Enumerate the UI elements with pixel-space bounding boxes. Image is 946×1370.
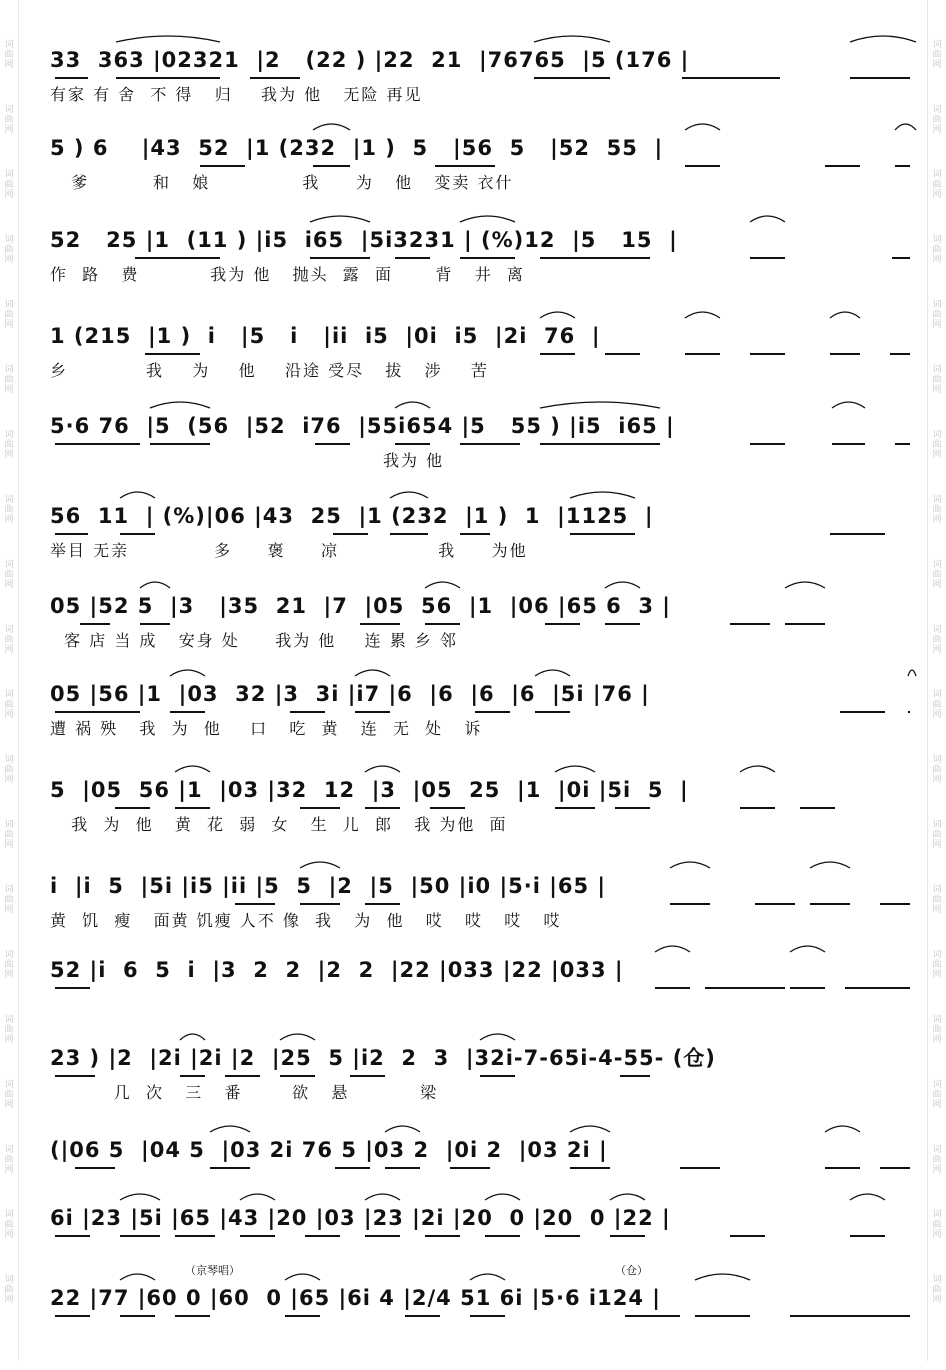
lyrics-line: 有家 有 舍 不 得 归 我为 他 无险 再见 (50, 85, 423, 104)
notation-line: 05 |56 |1 |03 32 |3 3i |i7 |6 |6 |6 |6 |5i |76 | (50, 682, 650, 706)
slur (685, 124, 720, 130)
beam-underline (335, 1167, 370, 1169)
beam-underline (235, 903, 275, 905)
beam-underline (460, 533, 490, 535)
beam-underline (655, 987, 690, 989)
beam-underline (750, 257, 785, 259)
beam-underline (880, 903, 910, 905)
beam-underline (405, 1315, 440, 1317)
beam-underline (75, 1167, 115, 1169)
lyrics-line (50, 1240, 920, 1266)
slur-marks (50, 306, 920, 320)
beam-underline (615, 807, 650, 809)
slur (210, 1126, 250, 1132)
slur-marks (50, 1188, 920, 1202)
beam-underline (850, 77, 910, 79)
beam-underline (545, 1235, 580, 1237)
beam-underline (540, 257, 650, 259)
slur (832, 402, 865, 408)
slur (395, 402, 430, 408)
watermark-mark: 词曲网 (932, 1015, 942, 1045)
beam-underline (120, 1235, 160, 1237)
watermark-mark: 词曲网 (932, 1145, 942, 1175)
watermark-mark: 词曲网 (4, 1275, 14, 1305)
beam-underlines (50, 903, 910, 905)
watermark-mark: 词曲网 (932, 40, 942, 70)
beam-underline (625, 1315, 680, 1317)
watermark-mark: 词曲网 (932, 235, 942, 265)
slur (140, 582, 170, 588)
beam-underline (825, 1167, 860, 1169)
slur (280, 1034, 315, 1040)
beam-underline (145, 353, 200, 355)
beam-underline (280, 1075, 315, 1077)
beam-underlines (50, 533, 910, 535)
beam-underline (750, 353, 785, 355)
beam-underline (310, 257, 370, 259)
slur (535, 670, 570, 676)
beam-underline (825, 165, 860, 167)
beam-underline (395, 257, 430, 259)
beam-underline (895, 165, 910, 167)
slur (850, 1194, 885, 1200)
slur (120, 492, 155, 498)
beam-underline (360, 623, 400, 625)
beam-underlines (50, 1235, 910, 1237)
slur (300, 862, 340, 868)
slur (310, 216, 370, 222)
watermark-mark: 词曲网 (932, 885, 942, 915)
score-system (50, 222, 920, 312)
watermark-mark: 词曲网 (932, 430, 942, 460)
beam-underline (475, 711, 510, 713)
slur (605, 582, 640, 588)
lyrics-line (50, 1320, 920, 1346)
beam-underline (740, 807, 775, 809)
beam-underline (365, 903, 400, 905)
slur (670, 862, 710, 868)
score-system (50, 498, 920, 588)
watermark-mark: 词曲网 (932, 560, 942, 590)
beam-underline (682, 77, 780, 79)
watermark-mark: 词曲网 (4, 495, 14, 525)
watermark-mark: 词曲网 (932, 1210, 942, 1240)
notation-line: 56 11 | (%)|06 |43 25 |1 (232 |1 ) 1 |1125 | (50, 504, 654, 528)
notation-line: 23 ) |2 |2i |2i |2 |25 5 |i2 2 3 |32i-7-65i-4-55- (仓) (50, 1046, 716, 1070)
beam-underline (425, 1235, 460, 1237)
slur (116, 36, 220, 42)
lyrics-line: 我 为 他 黄 花 弱 女 生 儿 郎 我 为他 面 (50, 815, 508, 834)
slur-marks (50, 118, 920, 132)
slur (180, 1034, 205, 1040)
beam-underline (305, 1235, 340, 1237)
slur (895, 124, 916, 130)
watermark-mark: 词曲网 (4, 365, 14, 395)
lyrics-line: 客 店 当 成 安身 处 我为 他 连 累 乡 邻 (50, 631, 458, 650)
notation-line: 6i |23 |5i |65 |43 |20 |03 |23 |2i |20 0 |20 0 |22 | (50, 1206, 671, 1230)
beam-underline (170, 711, 205, 713)
beam-underline (365, 807, 400, 809)
beam-underline (540, 353, 575, 355)
beam-underline (365, 1235, 400, 1237)
watermark-mark: 词曲网 (4, 105, 14, 135)
beam-underline (610, 1235, 645, 1237)
slur-marks (50, 1120, 920, 1134)
slur (570, 1126, 610, 1132)
beam-underlines (50, 443, 910, 445)
slur (850, 36, 916, 42)
beam-underline (685, 353, 720, 355)
lyrics-line: 爹 和 娘 我 为 他 变卖 衣什 (50, 173, 514, 192)
beam-underline (730, 623, 770, 625)
slur-marks (50, 396, 920, 410)
notation-line: 1 (215 |1 ) i |5 i |ii i5 |0i i5 |2i 76 | (50, 324, 601, 348)
slur (810, 862, 850, 868)
beam-underline (390, 533, 428, 535)
watermark-mark: 词曲网 (932, 625, 942, 655)
beam-underline (460, 443, 520, 445)
slur (555, 766, 595, 772)
slur (740, 766, 775, 772)
notation-line: i |i 5 |5i |i5 |ii |5 5 |2 |5 |50 |i0 |5·i |65 | (50, 874, 607, 898)
watermark-mark: 词曲网 (4, 625, 14, 655)
slur (150, 402, 210, 408)
notation-line: 05 |52 5 |3 |35 21 |7 |05 56 |1 |06 |65 6 3 | (50, 594, 671, 618)
lyrics-line (50, 992, 920, 1018)
beam-underlines (50, 1075, 910, 1077)
jinghu-annotation: （京琴唱） (185, 1264, 240, 1277)
beam-underline (605, 623, 640, 625)
beam-underlines (50, 353, 910, 355)
beam-underline (385, 1167, 420, 1169)
notation-line: 5 |05 56 |1 |03 |32 12 |3 |05 25 |1 |0i |5i 5 | (50, 778, 689, 802)
slur (570, 492, 635, 498)
beam-underline (55, 443, 140, 445)
beam-underline (140, 623, 170, 625)
beam-underline (790, 987, 825, 989)
beam-underline (175, 1235, 215, 1237)
watermark-mark: 词曲网 (932, 950, 942, 980)
notation-line: 5 ) 6 |43 52 |1 (232 |1 ) 5 |56 5 |52 55 | (50, 136, 664, 160)
beam-underline (300, 807, 340, 809)
beam-underline (285, 1315, 320, 1317)
slur (540, 402, 660, 408)
beam-underline (250, 77, 300, 79)
lyrics-line: 乡 我 为 他 沿途 受尽 拔 涉 苦 (50, 361, 489, 380)
watermark-mark: 词曲网 (4, 690, 14, 720)
notation-line: (|06 5 |04 5 |03 2i 76 5 |03 2 |0i 2 |03 2i | (50, 1138, 608, 1162)
beam-underline (135, 257, 220, 259)
slur (285, 1274, 320, 1280)
beam-underlines (50, 623, 910, 625)
beam-underline (290, 711, 325, 713)
lyrics-line: 举目 无亲 多 褒 凉 我 为他 (50, 541, 528, 560)
beam-underline (80, 623, 110, 625)
beam-underline (180, 1075, 205, 1077)
slur (480, 1034, 515, 1040)
watermark-mark: 词曲网 (4, 885, 14, 915)
beam-underline (480, 1075, 515, 1077)
slur (355, 670, 390, 676)
slur (785, 582, 825, 588)
watermark-mark: 词曲网 (932, 495, 942, 525)
beam-underline (840, 711, 885, 713)
beam-underline (790, 1315, 910, 1317)
slur (534, 36, 610, 42)
beam-underline (785, 623, 825, 625)
watermark-mark: 词曲网 (932, 1275, 942, 1305)
beam-underline (315, 443, 350, 445)
beam-underline (892, 257, 910, 259)
beam-underline (116, 77, 220, 79)
beam-underline (695, 1315, 750, 1317)
watermark-mark: 词曲网 (932, 820, 942, 850)
watermark-mark: 词曲网 (4, 170, 14, 200)
notation-line: 5·6 76 |5 (56 |52 i76 |55i654 |5 55 ) |i5 i65 | (50, 414, 675, 438)
slur (685, 312, 720, 318)
beam-underline (685, 165, 720, 167)
watermark-mark: 词曲网 (932, 755, 942, 785)
lyrics-line: 我为 他 (50, 451, 445, 470)
beam-underline (730, 1235, 765, 1237)
watermark-mark: 词曲网 (4, 430, 14, 460)
beam-underline (55, 533, 88, 535)
slur-marks (50, 486, 920, 500)
watermark-mark: 词曲网 (4, 560, 14, 590)
beam-underline (120, 533, 155, 535)
beam-underline (670, 903, 710, 905)
beam-underline (175, 1315, 210, 1317)
slur (610, 1194, 645, 1200)
watermark-mark: 词曲网 (932, 690, 942, 720)
beam-underline (395, 443, 430, 445)
beam-underline (620, 1075, 650, 1077)
beam-underline (115, 807, 150, 809)
lyrics-line: 作 路 费 我为 他 抛头 露 面 背 井 离 (50, 265, 525, 284)
slur (313, 124, 350, 130)
watermark-mark: 词曲网 (4, 235, 14, 265)
beam-underline (570, 533, 635, 535)
beam-underline (485, 1235, 520, 1237)
beam-underline (313, 165, 350, 167)
slur (695, 1274, 750, 1280)
beam-underlines (50, 987, 910, 989)
beam-underline (55, 987, 90, 989)
beam-underline (435, 165, 495, 167)
beam-underline (830, 353, 860, 355)
slur (120, 1194, 160, 1200)
slur-marks (50, 760, 920, 774)
slur-marks (50, 940, 920, 954)
beam-underlines (50, 1315, 910, 1317)
slur (240, 1194, 275, 1200)
score-system (50, 130, 920, 220)
beam-underline (175, 807, 210, 809)
slur (830, 312, 860, 318)
slur (655, 946, 690, 952)
slur-marks (50, 1028, 920, 1042)
slur (170, 670, 205, 676)
slur (425, 582, 460, 588)
watermark-mark: 词曲网 (4, 950, 14, 980)
slur (790, 946, 825, 952)
beam-underline (333, 533, 368, 535)
beam-underline (895, 443, 910, 445)
watermark-mark: 词曲网 (4, 1145, 14, 1175)
watermark-mark: 词曲网 (4, 300, 14, 330)
beam-underline (534, 77, 610, 79)
notation-line: 52 |i 6 5 i |3 2 2 |2 2 |22 |033 |22 |033 | (50, 958, 624, 982)
beam-underline (210, 1167, 250, 1169)
watermark-mark: 词曲网 (932, 365, 942, 395)
beam-underline (460, 257, 515, 259)
slur (390, 492, 428, 498)
watermark-mark: 词曲网 (4, 40, 14, 70)
beam-underline (55, 1315, 90, 1317)
watermark-mark: 词曲网 (932, 170, 942, 200)
beam-underline (755, 903, 795, 905)
slur (175, 766, 210, 772)
notation-line: 33 363 |02321 |2 (22 ) |22 21 |76765 |5 (176 | (50, 48, 690, 72)
beam-underline (555, 807, 595, 809)
beam-underline (55, 711, 140, 713)
score-system (50, 1280, 920, 1370)
beam-underline (150, 443, 210, 445)
watermark-strip-left (0, 0, 19, 1361)
score-system (50, 318, 920, 408)
slur-marks (50, 1268, 920, 1282)
beam-underline (880, 1167, 910, 1169)
score-system (50, 772, 920, 862)
beam-underlines (50, 807, 910, 809)
beam-underline (450, 1167, 490, 1169)
slur (750, 216, 785, 222)
beam-underline (545, 623, 580, 625)
slur (540, 312, 575, 318)
watermark-mark: 词曲网 (4, 820, 14, 850)
notation-line: 22 |77 |60 0 |60 0 |65 |6i 4 |2/4 51 6i |5·6 i124 | (50, 1286, 661, 1310)
beam-underline (830, 533, 885, 535)
score-system (50, 676, 920, 766)
beam-underline (570, 1167, 610, 1169)
beam-underline (55, 77, 88, 79)
slur (365, 1194, 400, 1200)
beam-underline (120, 1315, 155, 1317)
slur (120, 1274, 155, 1280)
watermark-mark: 词曲网 (4, 1015, 14, 1045)
slur (908, 670, 916, 676)
lyrics-line: 黄 饥 瘦 面黄 饥瘦 人不 像 我 为 他 哎 哎 哎 哎 (50, 911, 562, 930)
beam-underline (680, 1167, 720, 1169)
beam-underline (350, 1075, 385, 1077)
beam-underline (850, 1235, 885, 1237)
beam-underlines (50, 77, 910, 79)
beam-underline (240, 1235, 275, 1237)
score-system (50, 408, 920, 498)
slur (460, 216, 515, 222)
beam-underline (55, 1235, 90, 1237)
watermark-strip-right (927, 0, 946, 1361)
slur (365, 766, 400, 772)
beam-underline (908, 711, 910, 713)
beam-underlines (50, 257, 910, 259)
beam-underline (225, 1075, 260, 1077)
beam-underline (800, 807, 835, 809)
watermark-mark: 词曲网 (932, 1080, 942, 1110)
score-system (50, 1040, 920, 1130)
beam-underline (55, 1075, 95, 1077)
beam-underline (750, 443, 785, 445)
watermark-mark: 词曲网 (4, 755, 14, 785)
slur (385, 1126, 420, 1132)
beam-underline (845, 987, 910, 989)
watermark-mark: 词曲网 (4, 1210, 14, 1240)
watermark-mark: 词曲网 (4, 1080, 14, 1110)
lyrics-line: 遭 祸 殃 我 为 他 口 吃 黄 连 无 处 诉 (50, 719, 483, 738)
slur-marks (50, 210, 920, 224)
beam-underline (470, 1315, 505, 1317)
beam-underlines (50, 1167, 910, 1169)
slur (485, 1194, 520, 1200)
beam-underline (810, 903, 850, 905)
cang-annotation: （仓） (615, 1264, 648, 1277)
slur-marks (50, 30, 920, 44)
lyrics-line: 几 次 三 番 欲 悬 梁 (50, 1083, 439, 1102)
beam-underlines (50, 165, 910, 167)
slur (470, 1274, 505, 1280)
beam-underline (540, 443, 660, 445)
slur-marks (50, 664, 920, 678)
slur-marks (50, 856, 920, 870)
beam-underline (425, 623, 460, 625)
slur (825, 1126, 860, 1132)
beam-underline (200, 165, 245, 167)
slur-marks (50, 576, 920, 590)
beam-underlines (50, 711, 910, 713)
watermark-mark: 词曲网 (932, 105, 942, 135)
notation-line: 52 25 |1 (11 ) |i5 i65 |5i3231 | (%)12 |5 15 | (50, 228, 678, 252)
beam-underline (430, 807, 465, 809)
beam-underline (300, 903, 340, 905)
beam-underline (355, 711, 390, 713)
beam-underline (705, 987, 785, 989)
beam-underline (605, 353, 640, 355)
watermark-mark: 词曲网 (932, 300, 942, 330)
beam-underline (535, 711, 570, 713)
beam-underline (890, 353, 910, 355)
beam-underline (832, 443, 865, 445)
